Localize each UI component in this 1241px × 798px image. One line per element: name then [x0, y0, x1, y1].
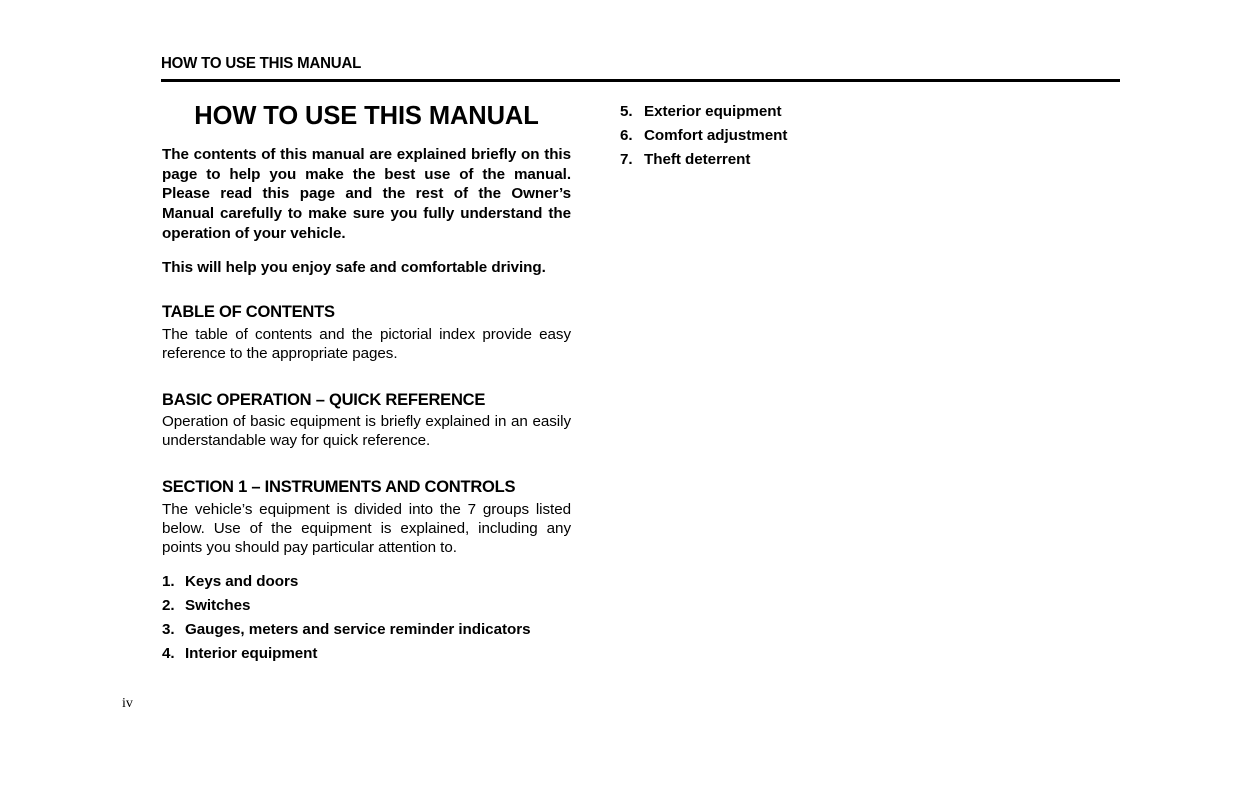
list-item-number: 3. — [162, 620, 175, 638]
section-heading-basic-operation: BASIC OPERATION – QUICK REFERENCE — [162, 389, 486, 409]
section-body-basic-operation: Operation of basic equipment is briefly explained in an easily understandable way for quick reference. — [162, 413, 571, 450]
list-item — [620, 128, 1040, 143]
equipment-group-list-right — [620, 104, 1040, 168]
section-heading-section-1: SECTION 1 – INSTRUMENTS AND CONTROLS — [162, 477, 516, 497]
list-item-label: Switches — [185, 596, 251, 614]
list-item-number: 4. — [162, 645, 175, 663]
list-item-label: Keys and doors — [185, 572, 299, 590]
header-divider-rule — [161, 79, 1120, 82]
list-item-label: Gauges, meters and service reminder indicators — [185, 620, 531, 638]
lead-paragraph-1: The contents of this manual are explained briefly on this page to help you make the best use of the manual. Please read this page and the rest of the Owner’s Manual carefully to make sure you fully understand the operation of your vehicle. — [162, 146, 571, 242]
section-body-table-of-contents: The table of contents and the pictorial index provide easy reference to the appropriate pages. — [162, 325, 571, 362]
list-item — [162, 598, 571, 613]
equipment-group-list-left — [162, 574, 571, 662]
section-heading-table-of-contents: TABLE OF CONTENTS — [162, 302, 335, 322]
list-item — [620, 152, 1040, 167]
lead-paragraph-2: This will help you enjoy safe and comfortable driving. — [162, 259, 546, 277]
list-item — [162, 622, 571, 637]
list-item-label: Comfort adjustment — [644, 127, 788, 145]
section-body-section-1: The vehicle’s equipment is divided into the 7 groups listed below. Use of the equipment is explained, including any points you should pay particular attention to. — [162, 500, 571, 556]
list-item-number: 6. — [620, 127, 633, 145]
list-item-number: 2. — [162, 596, 175, 614]
list-item — [162, 646, 571, 661]
list-item-number: 1. — [162, 572, 175, 590]
list-item-number: 5. — [620, 103, 633, 120]
list-item — [620, 104, 1040, 119]
left-column — [162, 100, 571, 670]
list-item-label: Theft deterrent — [644, 151, 751, 169]
list-item-label: Exterior equipment — [644, 103, 782, 120]
list-item — [162, 574, 571, 589]
running-header-title: HOW TO USE THIS MANUAL — [161, 55, 362, 72]
list-item-label: Interior equipment — [185, 645, 318, 663]
right-column — [620, 100, 1040, 177]
page-title: HOW TO USE THIS MANUAL — [194, 102, 539, 131]
list-item-number: 7. — [620, 151, 633, 169]
page-number: iv — [122, 696, 133, 711]
